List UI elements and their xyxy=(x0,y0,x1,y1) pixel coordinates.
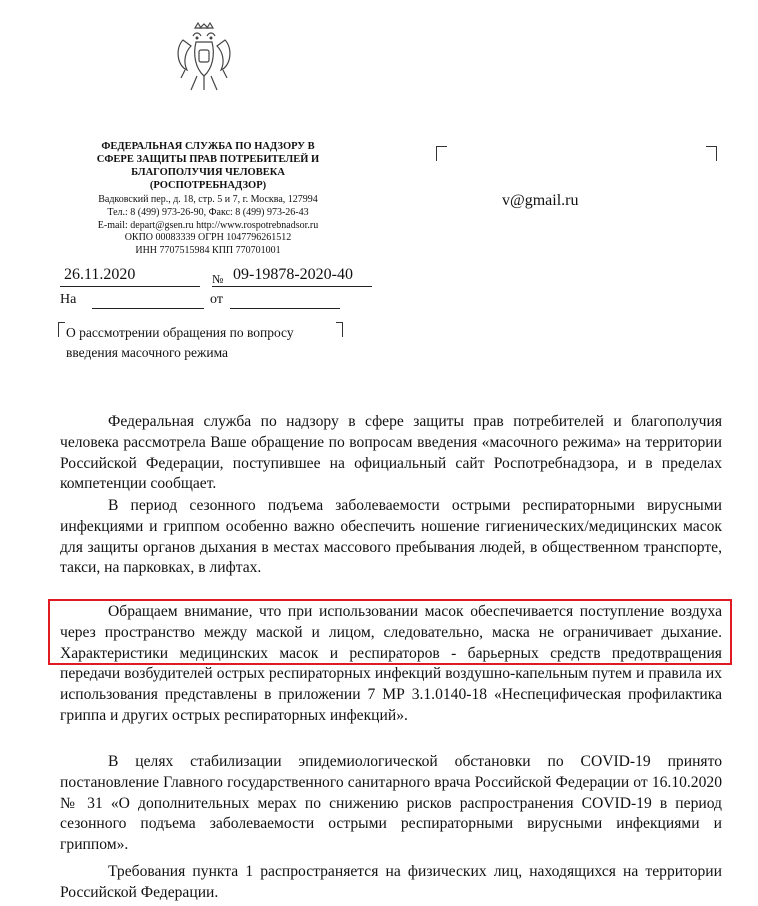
number-underline xyxy=(212,286,372,287)
recipient-email: v@gmail.ru xyxy=(502,192,579,209)
from-label: от xyxy=(210,292,223,307)
document-date: 26.11.2020 xyxy=(64,266,136,283)
from-underline xyxy=(230,308,340,309)
body-paragraph-4: В целях стабилизации эпидемиологической обстановки по COVID-19 принято постановление Главного государственного санитарного врача Российской Федерации от 16.10.2020 № 31 «О дополнительных мерах по снижению рисков распространения COVID-19 в период сезонного подъема заболеваемости острыми респираторными вирусными инфекциями и гриппом». xyxy=(60,753,722,854)
org-email-web: E-mail: depart@gsen.ru http://www.rospotrebnadsor.ru xyxy=(97,219,319,231)
org-inn: ИНН 7707515984 КПП 770701001 xyxy=(135,245,281,257)
org-name xyxy=(58,140,358,192)
on-label: На xyxy=(60,292,77,307)
date-underline xyxy=(60,286,200,287)
body-paragraph-2: В период сезонного подъема заболеваемости острыми респираторными вирусными инфекциями и гриппом особенно важно обеспечить ношение гигиенических/медицинских масок для защиты органов дыхания в местах массового пребывания людей, в общественном транспорте, такси, на парковках, в лифтах. xyxy=(60,497,722,577)
document-number: 09-19878-2020-40 xyxy=(233,266,353,283)
org-name-line: СФЕРЕ ЗАЩИТЫ ПРАВ ПОТРЕБИТЕЛЕЙ И xyxy=(96,154,320,165)
org-contacts xyxy=(58,194,358,258)
subject-line: О рассмотрении обращения по вопросу xyxy=(66,325,294,340)
org-name-line: БЛАГОПОЛУЧИЯ ЧЕЛОВЕКА xyxy=(131,167,285,178)
body-paragraph-5: Требования пункта 1 распространяется на физических лиц, находящихся на территории Российской Федерации. xyxy=(60,863,722,901)
subject-line: введения масочного режима xyxy=(66,345,229,360)
org-address: Вадковский пер., д. 18, стр. 5 и 7, г. Москва, 127994 xyxy=(98,194,318,205)
subject xyxy=(66,323,294,363)
org-name-line: ФЕДЕРАЛЬНАЯ СЛУЖБА ПО НАДЗОРУ В xyxy=(101,141,315,152)
on-underline xyxy=(92,308,204,309)
russian-coat-of-arms-icon xyxy=(173,18,235,96)
recipient-bracket-right xyxy=(706,146,717,161)
highlight-box xyxy=(48,599,732,665)
number-label: № xyxy=(212,272,224,286)
org-name-line: (РОСПОТРЕБНАДЗОР) xyxy=(149,180,267,191)
recipient-bracket-left xyxy=(436,146,447,161)
body-paragraph-3: Обращаем внимание, что при использовании масок обеспечивается поступление воздуха через пространство между маской и лицом, следовательно, маска не ограничивает дыхание. Характеристики медицинских масок и респираторов - барьерных средств предотвращения передачи возбудителей острых респираторных инфекций воздушно-капельным путем и правила их использования представлены в приложении 7 МР 3.1.0140-18 «Неспецифическая профилактика гриппа и других острых респираторных инфекций». xyxy=(60,603,722,724)
subject-bracket-left xyxy=(58,322,65,337)
org-phone: Тел.: 8 (499) 973-26-90, Факс: 8 (499) 973-26-43 xyxy=(107,206,309,218)
org-okpo: ОКПО 00083339 ОГРН 1047796261512 xyxy=(124,232,292,244)
subject-bracket-right xyxy=(336,322,343,337)
body-paragraph-1: Федеральная служба по надзору в сфере защиты прав потребителей и благополучия человека рассмотрела Ваше обращение по вопросам введения «масочного режима» на территории Российской Федерации, поступившее на официальный сайт Роспотребнадзора, и в пределах компетенции сообщает. xyxy=(60,413,722,493)
